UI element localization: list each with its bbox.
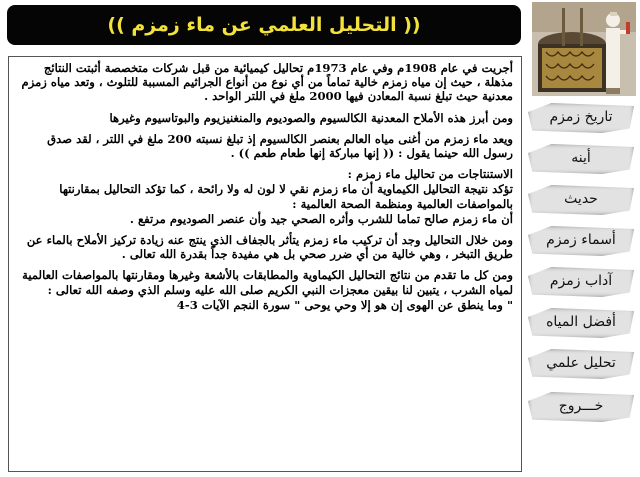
paragraph-4: تؤكد نتيجة التحاليل الكيماوية أن ماء زمزم نقي لا لون له ولا رائحة ، كما تؤكد التحاليل بمقارنتها بالمواصفات العالمية ومنظمة الصحة العالمية :: [59, 182, 513, 211]
nav-label: تاريخ زمزم: [549, 109, 613, 125]
nav-label: آداب زمزم: [549, 273, 613, 289]
nav-label: خـــروج: [558, 398, 604, 414]
nav-item-names[interactable]: [528, 226, 640, 259]
paragraph-7: ومن كل ما تقدم من نتائج التحاليل الكيماوية والمطابقات بالأشعة وغيرها ومقارنتها بالمواصفات العالمية لمياه الشرب ، يتبين لنا بيقين معجزات النبي الكريم صلى الله عليه وسلم الذي وصفه الله تعالى :: [22, 268, 513, 297]
nav-label: أسماء زمزم: [546, 232, 616, 248]
nav-item-scientific-analysis[interactable]: [528, 349, 640, 382]
nav-item-hadith[interactable]: [528, 185, 640, 218]
paragraph-2: ومن أبرز هذه الأملاح المعدنية الكالسيوم والصوديوم والمنغنيزيوم والبوتاسيوم وغيرها: [109, 110, 513, 125]
nav-label: أفضل المياه: [546, 314, 616, 330]
nav-item-where[interactable]: [528, 144, 640, 177]
nav-label: أينه: [571, 150, 591, 166]
zamzam-well-photo: [532, 2, 636, 96]
article-panel: [8, 56, 522, 472]
page-title: (( التحليل العلمي عن ماء زمزم )): [107, 14, 421, 36]
well-illustration: [532, 2, 636, 96]
nav-label: حديث: [564, 191, 598, 207]
nav-item-best-water[interactable]: [528, 308, 640, 341]
nav-label: تحليل علمي: [546, 355, 616, 371]
quran-quote: " وما ينطق عن الهوى إن هو إلا وحي يوحى " سورة النجم الآيات 3-4: [176, 297, 513, 312]
nav-item-exit[interactable]: [528, 392, 640, 425]
title-bar: [7, 5, 521, 45]
paragraph-6: ومن خلال التحاليل وجد أن تركيب ماء زمزم يتأثر بالجفاف الذي ينتج عنه زيادة تركيز الأملاح بالماء عن طريق التبخر ، وهي خالية من أي ضرر صحي بل هي مفيدة جداً بقدرة الله تعالى .: [26, 233, 513, 262]
section-heading: الاستنتاجات من تحاليل ماء زمزم :: [347, 167, 513, 182]
paragraph-1: أجريت في عام 1908م وفي عام 1973م تحاليل كيميائية من قبل شركات متخصصة أثبتت النتائج مذهلة ، حيث إن مياه زمزم خالية تماماً من أي نوع من أنواع الجراثيم المسببة للتلوث ، وتعد مياه زمزم معدنية حيث تبلغ نسبة المعادن فيها 2000 ملغ في اللتر الواحد .: [21, 61, 513, 104]
paragraph-5: أن ماء زمزم صالح تماما للشرب وأثره الصحي جيد وأن عنصر الصوديوم مرتفع .: [129, 211, 513, 226]
nav-item-zamzam-history[interactable]: [528, 103, 640, 136]
nav-item-etiquette[interactable]: [528, 267, 640, 300]
paragraph-3: ويعد ماء زمزم من أغنى مياه العالم بعنصر الكالسيوم إذ تبلغ نسبته 200 ملغ في اللتر ، لقد صدق رسول الله حينما يقول : (( إنها مباركة إنها طعام طعم )) .: [47, 131, 513, 161]
